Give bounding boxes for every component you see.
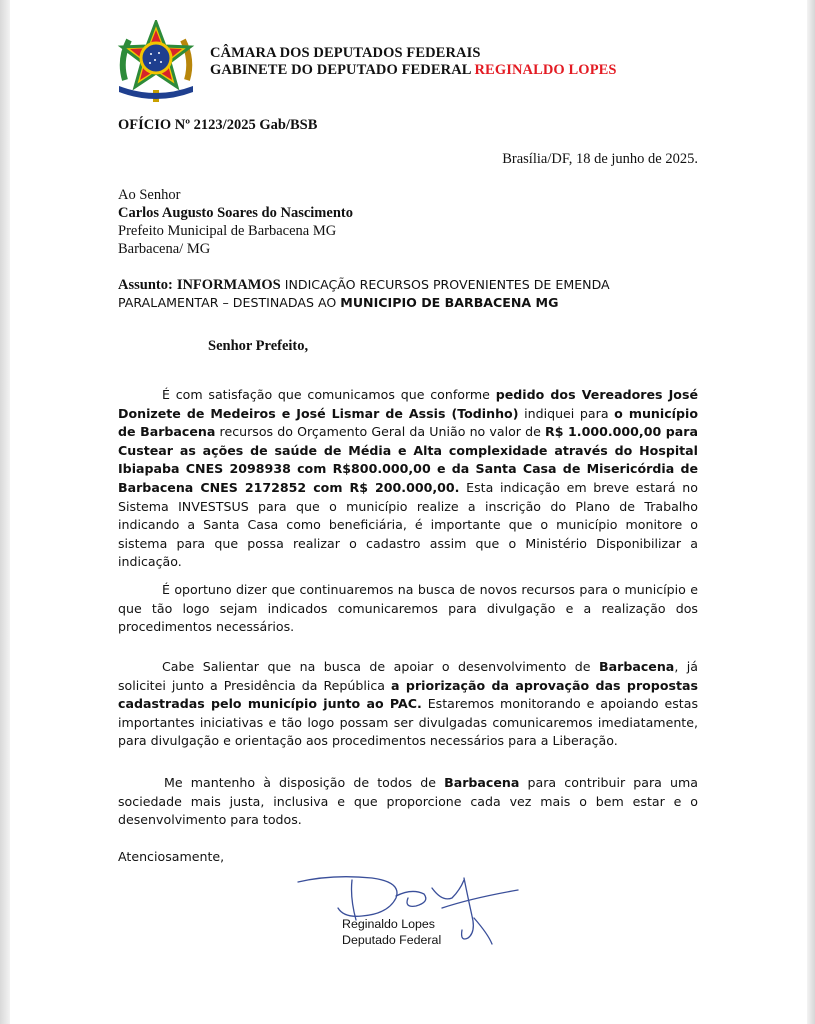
- closing: Atenciosamente,: [118, 849, 225, 864]
- subject-municipality: MUNICIPIO DE BARBACENA MG: [340, 295, 559, 310]
- subject-text: INDICAÇÃO RECURSOS PROVENIENTES DE EMENDA PARALAMENTAR – DESTINADAS AO: [118, 277, 610, 310]
- p2-text: É oportuno dizer que continuaremos na busca de novos recursos para o município e que tão logo sejam indicados comunicaremos para divulgação e a realização dos procedimentos necessários.: [118, 582, 698, 635]
- subject-keyword: INFORMAMOS: [176, 277, 281, 293]
- p1-text-4: Esta indicação em breve estará no Sistema INVESTSUS para que o município realize a inscrição do Plano de Trabalho indicando a Santa Casa como beneficiária, é importante que o município monitore o sistema para que possa realizar o cadastro assim que o Ministério Disponibilizar a indicação.: [118, 479, 698, 570]
- p1-text-1: É com satisfação que comunicamos que conforme: [162, 387, 496, 402]
- p4-text-1: Me mantenho à disposição de todos de: [164, 775, 445, 790]
- signer-role: Deputado Federal: [342, 933, 442, 947]
- deputy-name-red: REGINALDO LOPES: [474, 62, 617, 78]
- recipient-role: Prefeito Municipal de Barbacena MG: [118, 223, 337, 239]
- letterhead-line2-prefix: GABINETE DO DEPUTADO FEDERAL: [210, 62, 475, 78]
- p4-text-2: para contribuir para uma sociedade mais justa, inclusiva e que proporcione cada vez mais o bem estar e o desenvolvimento para todos.: [118, 775, 698, 828]
- subject-line: [118, 276, 708, 312]
- paragraph-1: [118, 386, 698, 572]
- oficio-number: OFÍCIO Nº 2123/2025 Gab/BSB: [118, 117, 318, 133]
- signer-block: [342, 916, 441, 948]
- letterhead-line1: CÂMARA DOS DEPUTADOS FEDERAIS: [210, 45, 481, 61]
- recipient-greeting: Ao Senhor: [118, 187, 181, 203]
- letter-date: Brasília/DF, 18 de junho de 2025.: [502, 151, 698, 167]
- p3-text-3: Estaremos monitorando e apoiando estas importantes iniciativas e tão logo possam ser divulgadas comunicaremos imediatamente, para divulgação e orientação aos procedimentos necessários para a Liberação.: [118, 696, 699, 749]
- p1-bold-2: o município de Barbacena: [118, 405, 698, 440]
- paragraph-3: [118, 658, 698, 751]
- recipient-block: [118, 186, 353, 258]
- p3-bold-1: Barbacena: [599, 659, 675, 674]
- salutation: Senhor Prefeito,: [208, 338, 309, 354]
- signer-name: Reginaldo Lopes: [342, 917, 436, 931]
- subject-label: Assunto:: [118, 277, 173, 293]
- page-edge-right: [807, 0, 815, 1024]
- letterhead-line2: [210, 62, 617, 79]
- p1-bold-3: R$ 1.000.000,00 para Custear as ações de saúde de Média e Alta complexidade através do Hospital Ibiapaba CNES 2098938 com R$800.000,00 e da Santa Casa de Misericórdia de Barbacena CNES 2172852 com R$ 200.000,00.: [118, 424, 699, 495]
- p1-text-2: indiquei para: [518, 405, 615, 421]
- p1-text-3: recursos do Orçamento Geral da União no valor de: [215, 424, 546, 440]
- recipient-city: Barbacena/ MG: [118, 241, 211, 257]
- p4-bold-1: Barbacena: [444, 775, 520, 790]
- paragraph-2: [118, 581, 698, 637]
- page-edge-left: [0, 0, 10, 1024]
- p3-bold-2: a priorização da aprovação das propostas cadastradas pelo município junto ao PAC.: [118, 677, 698, 712]
- recipient-name: Carlos Augusto Soares do Nascimento: [118, 205, 353, 221]
- paragraph-4: [118, 774, 698, 830]
- brazil-coat-of-arms-icon: [115, 20, 197, 104]
- p3-text-2: , já solicitei junto a Presidência da República: [118, 659, 698, 693]
- p1-bold-1: pedido dos Vereadores José Donizete de Medeiros e José Lismar de Assis (Todinho): [118, 387, 699, 421]
- letterhead: [210, 45, 617, 79]
- p3-text-1: Cabe Salientar que na busca de apoiar o desenvolvimento de: [162, 659, 600, 674]
